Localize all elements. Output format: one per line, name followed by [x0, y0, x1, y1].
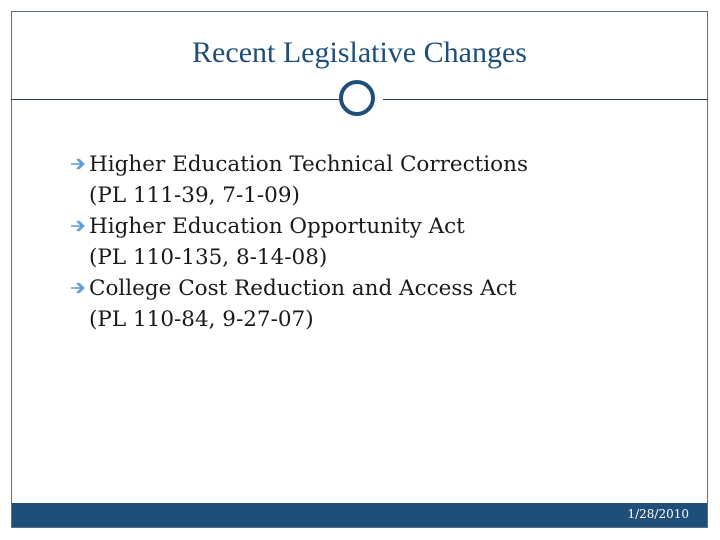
bullet-item [70, 211, 528, 273]
footer-bar [12, 503, 707, 527]
bullet-item [70, 149, 528, 211]
bullet-arrow-icon [70, 218, 88, 234]
bullet-arrow-icon [70, 156, 88, 172]
title-divider-left [11, 99, 339, 100]
bullet-text-line2: (PL 110-135, 8-14-08) [89, 245, 328, 270]
footer-date: 1/28/2010 [627, 507, 689, 521]
slide-title: Recent Legislative Changes [192, 36, 527, 69]
title-divider-right [383, 99, 708, 100]
bullet-text-line1: College Cost Reduction and Access Act [89, 276, 517, 301]
bullet-text-line1: Higher Education Technical Corrections [89, 152, 529, 177]
circle-ornament-icon [339, 80, 375, 116]
bullet-text-line1: Higher Education Opportunity Act [89, 214, 465, 239]
bullet-text-line2: (PL 110-84, 9-27-07) [89, 307, 314, 332]
bullet-item [70, 273, 528, 335]
bullet-text-line2: (PL 111-39, 7-1-09) [89, 183, 300, 208]
bullet-list [70, 149, 528, 335]
bullet-arrow-icon [70, 280, 88, 296]
